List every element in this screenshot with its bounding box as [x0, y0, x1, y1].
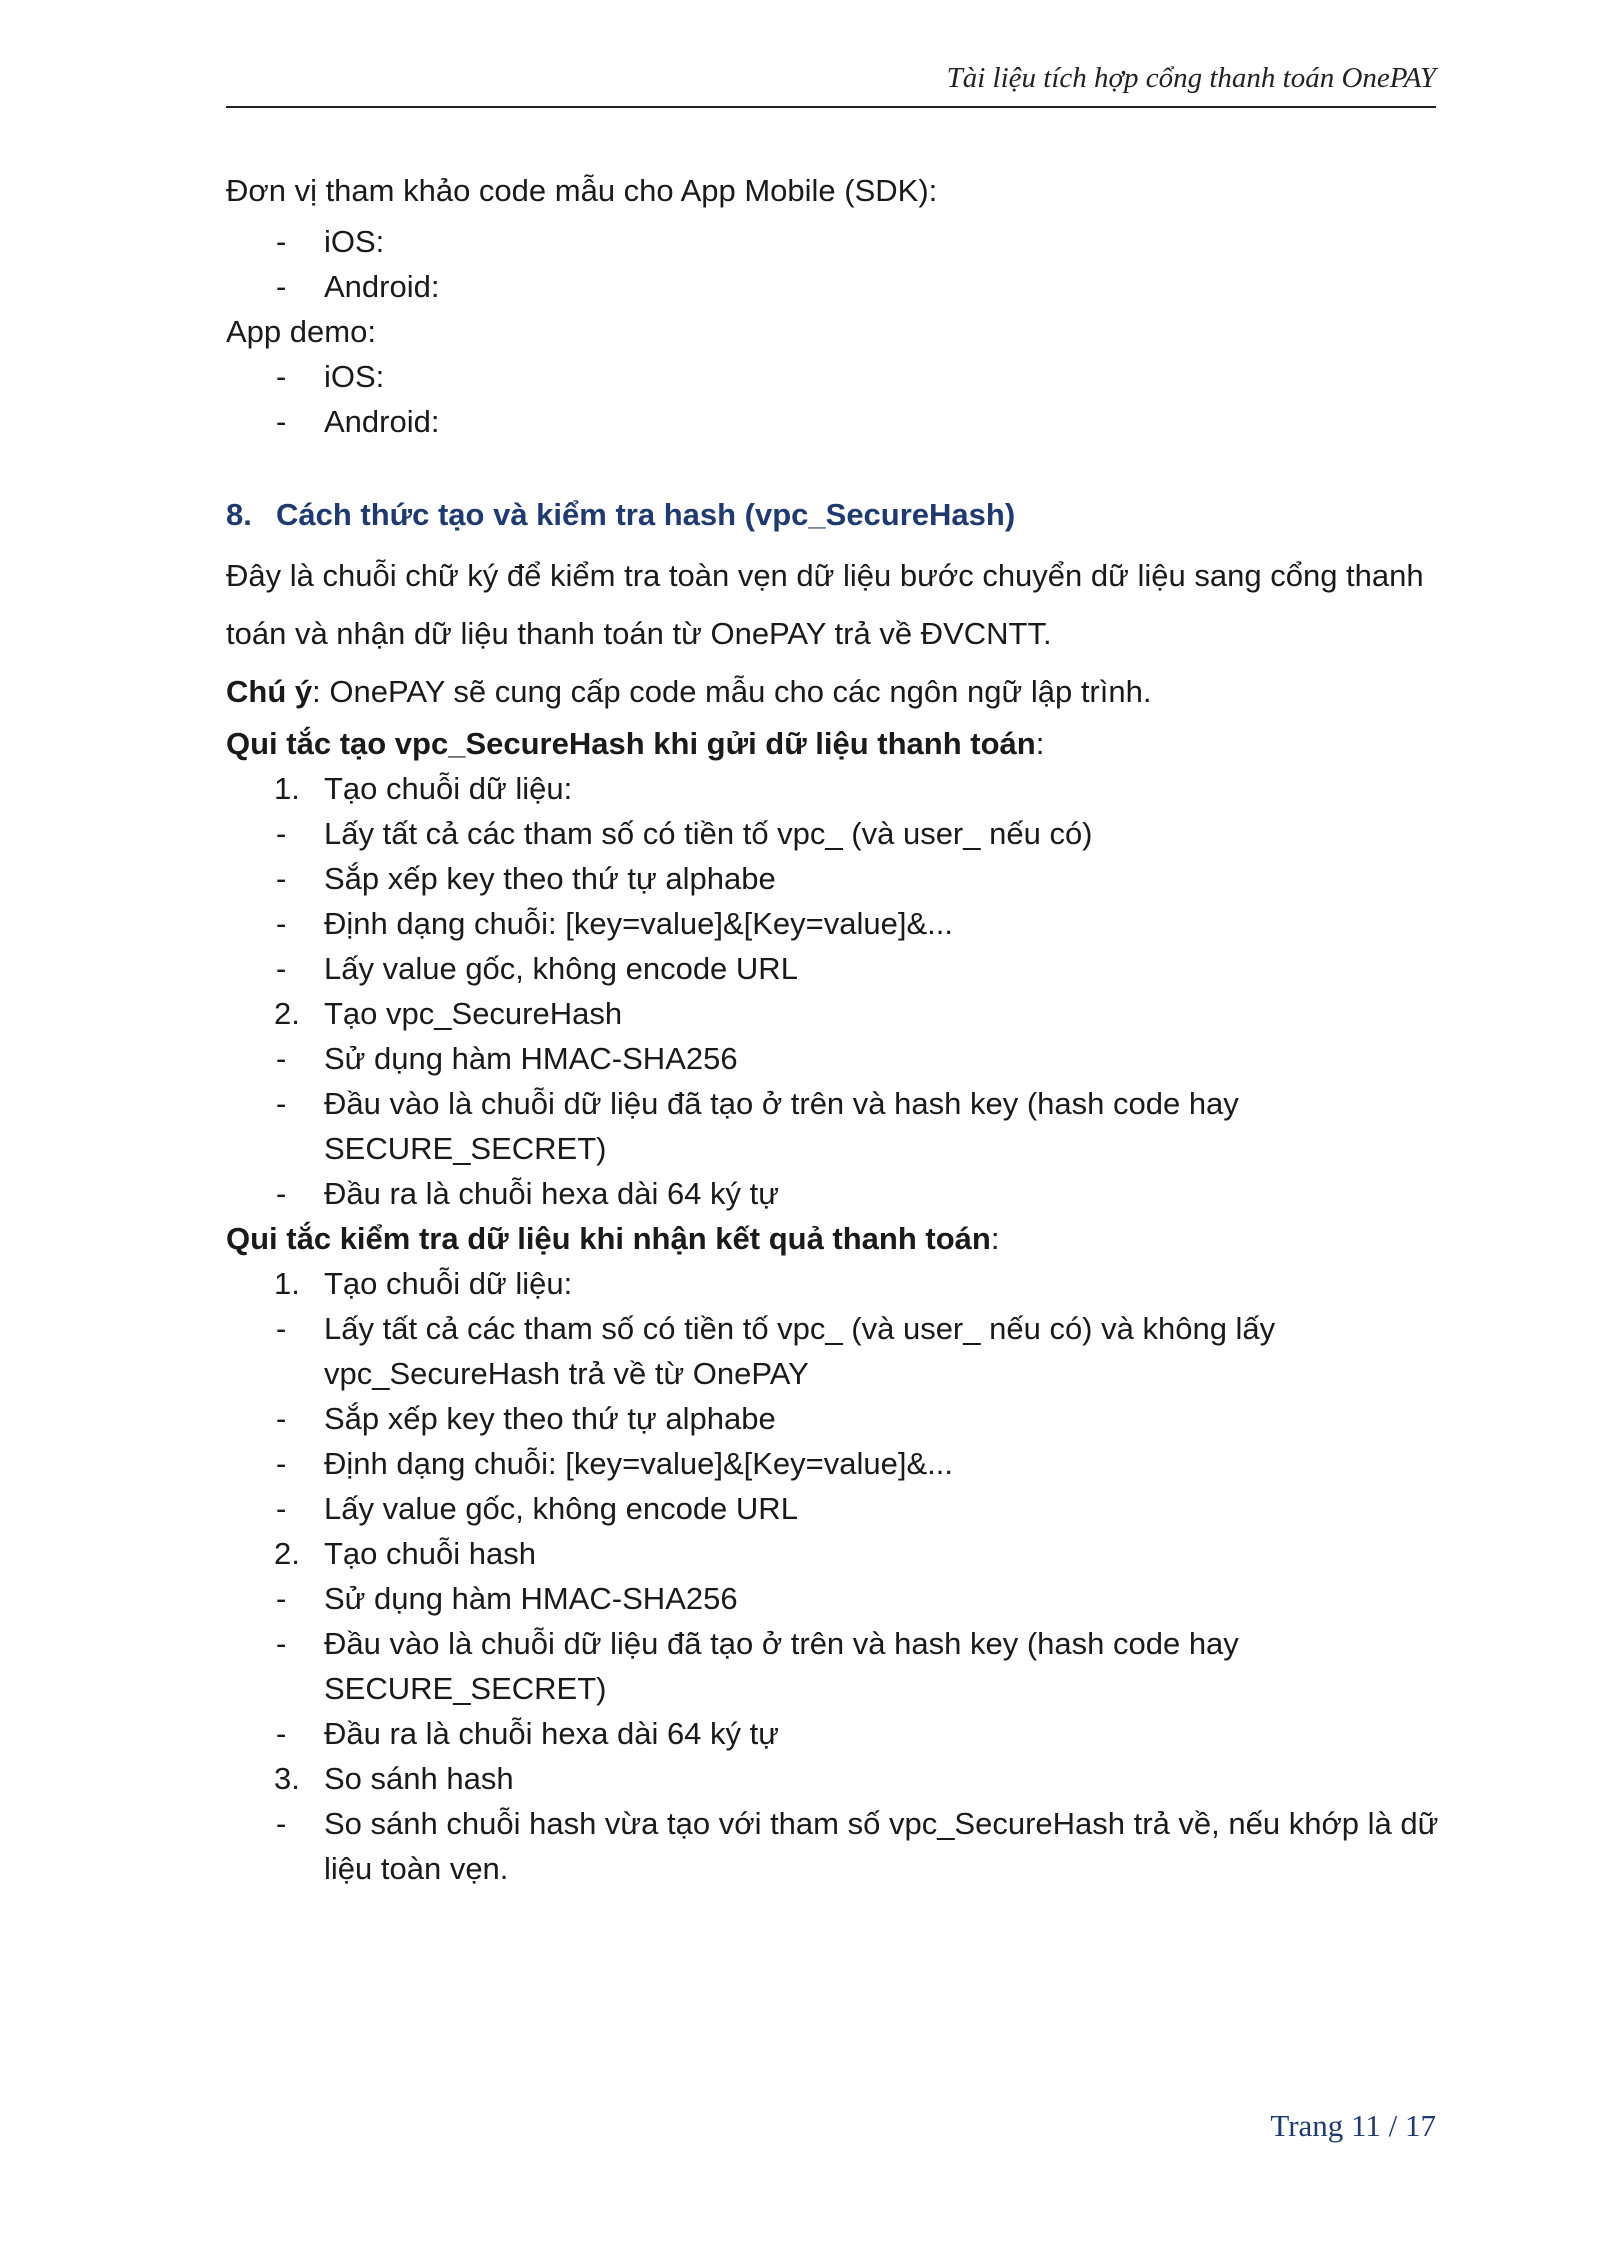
list-item-text: Đầu vào là chuỗi dữ liệu đã tạo ở trên và hash key (hash code hay SECURE_SECRET): [324, 1626, 1239, 1706]
note-label: Chú ý: [226, 674, 313, 709]
bullet-marker: -: [276, 1176, 287, 1211]
step-label: Tạo chuỗi dữ liệu:: [324, 1266, 573, 1301]
list-item-text: Định dạng chuỗi: [key=value]&[Key=value]&...: [324, 1446, 954, 1481]
list-item: [226, 1486, 1446, 1531]
list-item: [226, 901, 1446, 946]
list-item: [226, 1396, 1446, 1441]
bullet-marker: -: [276, 1581, 287, 1616]
number-marker: 3.: [274, 1761, 300, 1796]
bullet-marker: -: [276, 1626, 287, 1661]
list-item-text: So sánh chuỗi hash vừa tạo với tham số vpc_SecureHash trả về, nếu khớp là dữ liệu toàn vẹn.: [324, 1806, 1439, 1886]
list-item: [226, 1081, 1446, 1171]
section-heading: [226, 492, 1446, 537]
check-rules-colon: :: [990, 1221, 1000, 1256]
bullet-marker: -: [276, 359, 287, 394]
bullet-marker: -: [276, 1041, 287, 1076]
bullet-marker: -: [276, 1086, 287, 1121]
list-item: [226, 399, 1446, 444]
list-item-text: Sắp xếp key theo thứ tự alphabe: [324, 861, 776, 896]
list-item: [226, 1036, 1446, 1081]
list-item: [226, 264, 1446, 309]
list-item: [226, 1801, 1446, 1891]
app-demo-label: App demo:: [226, 314, 376, 349]
list-item-text: iOS:: [324, 359, 385, 394]
list-item-text: Đầu ra là chuỗi hexa dài 64 ký tự: [324, 1716, 780, 1751]
step-label: Tạo chuỗi dữ liệu:: [324, 771, 573, 806]
sdk-intro: Đơn vị tham khảo code mẫu cho App Mobile (SDK):: [226, 173, 938, 208]
document-body: [226, 168, 1446, 1891]
list-item-text: Lấy value gốc, không encode URL: [324, 951, 798, 986]
header-title: Tài liệu tích hợp cổng thanh toán OnePAY: [946, 62, 1436, 94]
list-item: [226, 354, 1446, 399]
list-item-text: Sử dụng hàm HMAC-SHA256: [324, 1041, 738, 1076]
list-item: [226, 946, 1446, 991]
list-item: [226, 811, 1446, 856]
section-title: Cách thức tạo và kiểm tra hash (vpc_SecureHash): [276, 497, 1016, 532]
list-item: [226, 1441, 1446, 1486]
number-marker: 2.: [274, 996, 300, 1031]
bullet-marker: -: [276, 1491, 287, 1526]
number-marker: 2.: [274, 1536, 300, 1571]
bullet-marker: -: [276, 269, 287, 304]
note-text: : OnePAY sẽ cung cấp code mẫu cho các ngôn ngữ lập trình.: [312, 674, 1152, 709]
bullet-marker: -: [276, 1806, 287, 1841]
bullet-marker: -: [276, 861, 287, 896]
section-paragraph: Đây là chuỗi chữ ký để kiểm tra toàn vẹn dữ liệu bước chuyển dữ liệu sang cổng thanh toán và nhận dữ liệu thanh toán từ OnePAY trả về ĐVCNTT.: [226, 558, 1424, 651]
list-item: [226, 1576, 1446, 1621]
list-item: [226, 219, 1446, 264]
list-item: [226, 856, 1446, 901]
list-item-text: Lấy tất cả các tham số có tiền tố vpc_ (và user_ nếu có): [324, 816, 1093, 851]
list-item-text: Định dạng chuỗi: [key=value]&[Key=value]&...: [324, 906, 954, 941]
numbered-item: [226, 766, 1446, 811]
bullet-marker: -: [276, 1716, 287, 1751]
list-item-text: Lấy tất cả các tham số có tiền tố vpc_ (và user_ nếu có) và không lấy vpc_SecureHash trả về từ OnePAY: [324, 1311, 1276, 1391]
bullet-marker: -: [276, 1311, 287, 1346]
step-label: So sánh hash: [324, 1761, 514, 1796]
step-label: Tạo vpc_SecureHash: [324, 996, 623, 1031]
list-item-text: Sử dụng hàm HMAC-SHA256: [324, 1581, 738, 1616]
bullet-marker: -: [276, 224, 287, 259]
list-item: [226, 1621, 1446, 1711]
create-rules-title: [226, 721, 1446, 766]
bullet-marker: -: [276, 951, 287, 986]
list-item: [226, 1171, 1446, 1216]
list-item-text: iOS:: [324, 224, 385, 259]
list-item: [226, 1306, 1446, 1396]
list-item-text: Đầu ra là chuỗi hexa dài 64 ký tự: [324, 1176, 780, 1211]
bullet-marker: -: [276, 404, 287, 439]
check-rules-heading: Qui tắc kiểm tra dữ liệu khi nhận kết quả thanh toán: [226, 1221, 991, 1256]
number-marker: 1.: [274, 771, 300, 806]
bullet-marker: -: [276, 906, 287, 941]
create-rules-colon: :: [1035, 726, 1045, 761]
numbered-item: [226, 1756, 1446, 1801]
create-rules-heading: Qui tắc tạo vpc_SecureHash khi gửi dữ liệu thanh toán: [226, 726, 1036, 761]
list-item: [226, 1711, 1446, 1756]
number-marker: 1.: [274, 1266, 300, 1301]
section-number: 8.: [226, 497, 252, 532]
step-label: Tạo chuỗi hash: [324, 1536, 536, 1571]
list-item-text: Android:: [324, 404, 440, 439]
numbered-item: [226, 1261, 1446, 1306]
list-item-text: Đầu vào là chuỗi dữ liệu đã tạo ở trên và hash key (hash code hay SECURE_SECRET): [324, 1086, 1239, 1166]
bullet-marker: -: [276, 1446, 287, 1481]
list-item-text: Lấy value gốc, không encode URL: [324, 1491, 798, 1526]
list-item-text: Android:: [324, 269, 440, 304]
note-paragraph: [226, 663, 1446, 721]
check-rules-title: [226, 1216, 1446, 1261]
numbered-item: [226, 991, 1446, 1036]
list-item-text: Sắp xếp key theo thứ tự alphabe: [324, 1401, 776, 1436]
numbered-item: [226, 1531, 1446, 1576]
bullet-marker: -: [276, 816, 287, 851]
page-header: [226, 60, 1436, 108]
page-number: Trang 11 / 17: [1270, 2108, 1436, 2143]
bullet-marker: -: [276, 1401, 287, 1436]
